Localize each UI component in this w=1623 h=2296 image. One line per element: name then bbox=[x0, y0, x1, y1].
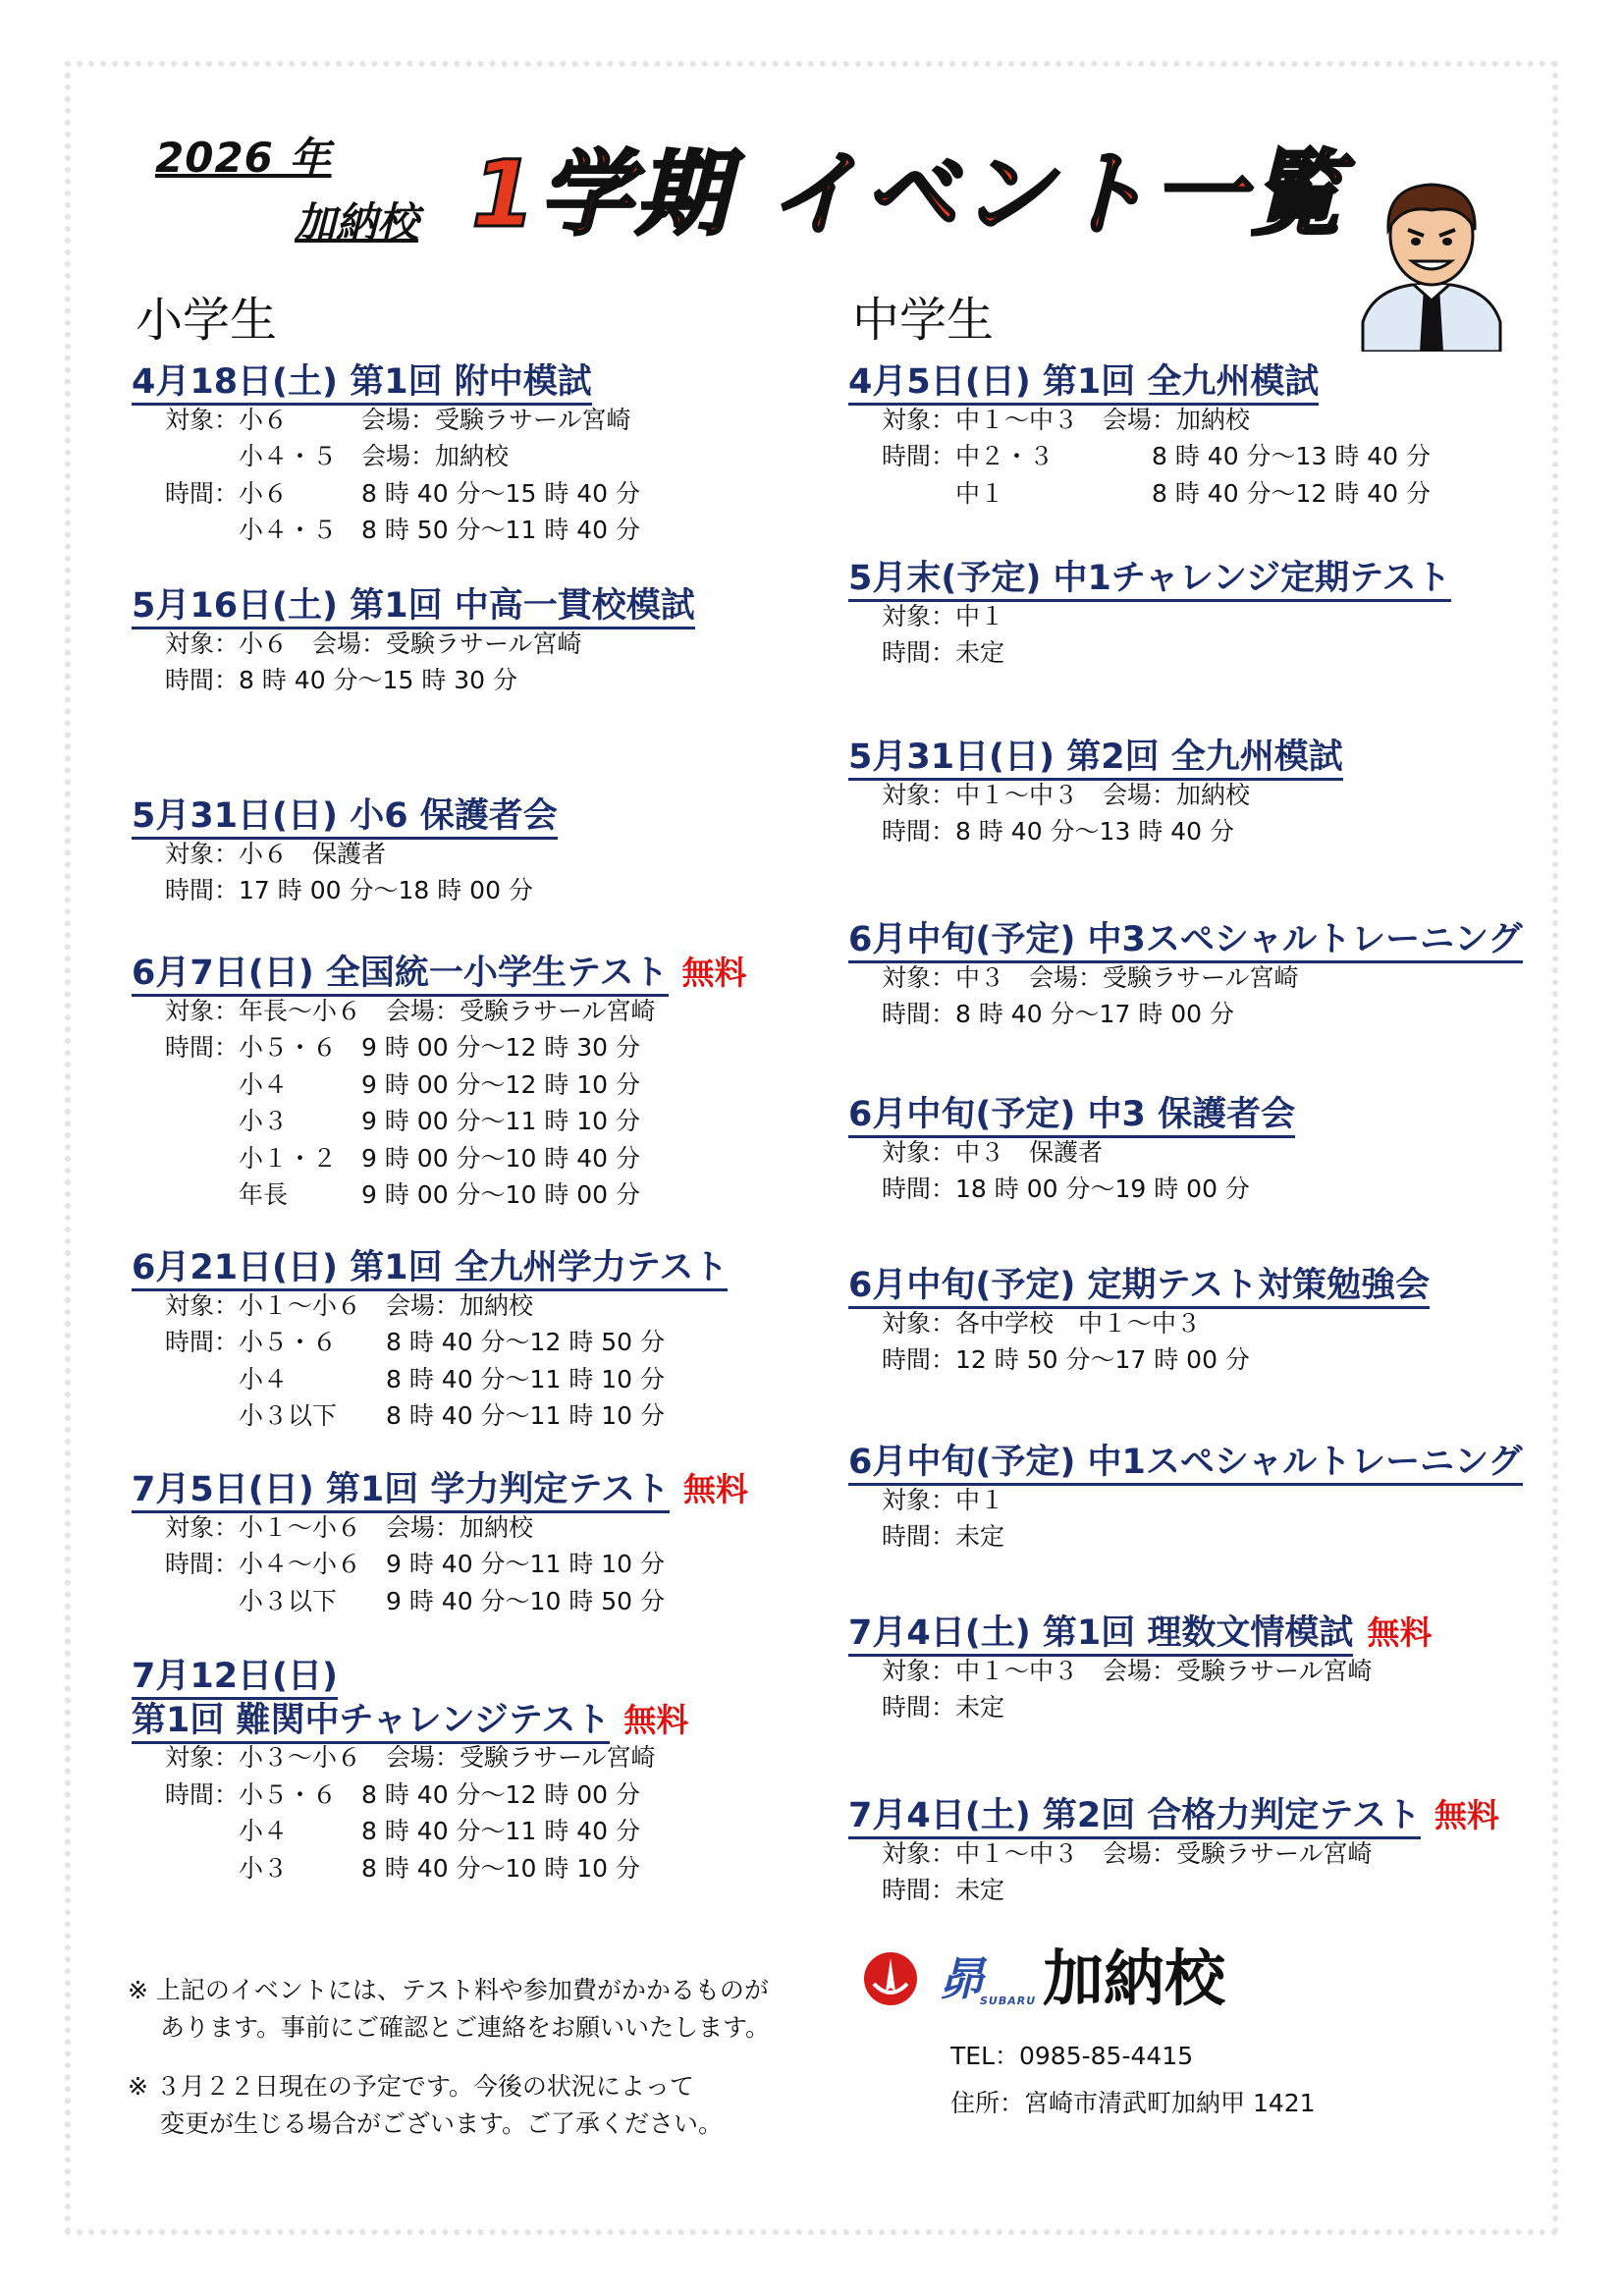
event-title-text: 7月4日(土) 第1回 理数文情模試 bbox=[848, 1613, 1353, 1657]
event-detail-row: 時間：未定 bbox=[882, 1876, 1005, 1904]
event-title-text: 7月12日(日) bbox=[132, 1657, 338, 1700]
event-detail-row: 時間：小４～小６ 9 時 40 分～11 時 10 分 bbox=[165, 1550, 666, 1578]
event-detail-row: 対象：小６ 保護者 bbox=[165, 839, 387, 868]
event-title-text: 6月中旬(予定) 中3スペシャルトレーニング bbox=[848, 920, 1523, 963]
logo-brand bbox=[939, 1952, 1037, 2007]
free-badge: 無料 bbox=[681, 954, 747, 992]
event-detail-row: 時間：8 時 40 分～17 時 00 分 bbox=[882, 1000, 1235, 1028]
notes bbox=[128, 1972, 770, 2164]
event-detail-row: 時間：中２・３ 8 時 40 分～13 時 40 分 bbox=[882, 442, 1432, 470]
event-title-text: 5月16日(土) 第1回 中高一貫校模試 bbox=[132, 586, 695, 629]
event-detail-row: 中１ 8 時 40 分～12 時 40 分 bbox=[882, 478, 1432, 508]
page-title: 1学期 イベント一覧 bbox=[471, 141, 1346, 248]
event-title bbox=[132, 797, 558, 836]
event-block bbox=[848, 1614, 1432, 1726]
event-detail-row: 対象：小６ 会場：受験ラサール宮崎 bbox=[165, 629, 582, 658]
free-badge: 無料 bbox=[623, 1700, 689, 1739]
event-title-text: 6月21日(日) 第1回 全九州学力テスト bbox=[132, 1248, 728, 1291]
school-logo bbox=[864, 1944, 1225, 2013]
year-label: 2026 年 bbox=[155, 134, 332, 182]
elementary-column bbox=[128, 295, 835, 355]
event-detail-row: 時間：未定 bbox=[882, 1522, 1005, 1551]
free-badge: 無料 bbox=[1434, 1796, 1500, 1834]
event-detail-row: 対象：小６ 会場：受験ラサール宮崎 bbox=[165, 405, 631, 434]
event-detail-row: 対象：年長～小６ 会場：受験ラサール宮崎 bbox=[165, 996, 656, 1025]
event-detail-row: 対象：中１～中３ 会場：加納校 bbox=[882, 780, 1251, 809]
logo-school-name: 加納校 bbox=[1043, 1942, 1226, 2014]
event-block bbox=[848, 738, 1343, 850]
event-detail-row: 小４・５ 8 時 50 分～11 時 40 分 bbox=[165, 516, 641, 544]
event-title-text: 6月中旬(予定) 定期テスト対策勉強会 bbox=[848, 1266, 1430, 1309]
free-badge: 無料 bbox=[1367, 1613, 1433, 1652]
event-detail-row: 対象：中３ 保護者 bbox=[882, 1137, 1104, 1167]
event-detail-row: 年長 9 時 00 分～10 時 00 分 bbox=[165, 1180, 641, 1209]
contact-address: 住所：宮崎市清武町加納甲 1421 bbox=[950, 2089, 1316, 2117]
event-detail-row: 小４ 8 時 40 分～11 時 10 分 bbox=[165, 1364, 666, 1394]
event-title bbox=[848, 363, 1431, 402]
event-detail-row: 時間：18 時 00 分～19 時 00 分 bbox=[882, 1175, 1250, 1203]
event-title bbox=[848, 1444, 1523, 1482]
event-detail-row: 対象：中１ bbox=[882, 601, 1005, 630]
event-title-text: 4月18日(土) 第1回 附中模試 bbox=[132, 362, 592, 406]
event-title-text: 7月5日(日) 第1回 学力判定テスト bbox=[132, 1470, 670, 1513]
event-detail-row: 対象：中１～中３ 会場：受験ラサール宮崎 bbox=[882, 1656, 1373, 1685]
event-detail-row: 時間：小６ 8 時 40 分～15 時 40 分 bbox=[165, 478, 641, 508]
event-detail-row: 対象：小１～小６ 会場：加納校 bbox=[165, 1512, 534, 1542]
event-block bbox=[132, 587, 695, 699]
event-title-text: 5月31日(日) 第2回 全九州模試 bbox=[848, 738, 1343, 781]
event-title bbox=[848, 1614, 1432, 1653]
event-title-text: 6月中旬(予定) 中3 保護者会 bbox=[848, 1095, 1295, 1138]
event-detail-row: 小３以下 9 時 40 分～10 時 50 分 bbox=[165, 1586, 666, 1615]
note-schedule: ※ ３月２２日現在の予定です。今後の状況によって 変更が生じる場合がございます。ご了承ください。 bbox=[128, 2072, 723, 2138]
logo-mark-icon bbox=[864, 1952, 917, 2005]
logo-brand-sub: SUBARU bbox=[980, 1995, 1037, 2007]
event-title bbox=[848, 738, 1343, 777]
event-detail-row: 小１・２ 9 時 00 分～10 時 40 分 bbox=[165, 1143, 641, 1173]
event-detail-row: 小３以下 8 時 40 分～11 時 10 分 bbox=[165, 1401, 666, 1430]
event-detail-row: 対象：中１～中３ 会場：加納校 bbox=[882, 405, 1251, 434]
event-block bbox=[848, 1797, 1499, 1909]
event-detail-row: 時間：8 時 40 分～15 時 30 分 bbox=[165, 666, 518, 694]
free-badge: 無料 bbox=[683, 1470, 749, 1508]
event-title bbox=[132, 955, 747, 993]
event-block bbox=[132, 1658, 688, 1886]
event-detail-row: 小４・５ 会場：加納校 bbox=[165, 442, 510, 470]
event-detail-row: 小３ 9 時 00 分～11 時 10 分 bbox=[165, 1107, 641, 1135]
event-title-text: 6月中旬(予定) 中1スペシャルトレーニング bbox=[848, 1443, 1523, 1486]
contact-info bbox=[950, 2033, 1316, 2127]
event-title bbox=[132, 1249, 728, 1287]
event-detail-row: 小４ 9 時 00 分～12 時 10 分 bbox=[165, 1069, 641, 1099]
event-block bbox=[132, 1249, 728, 1435]
event-detail-row: 時間：小５・６ 9 時 00 分～12 時 30 分 bbox=[165, 1033, 641, 1062]
event-detail-row: 時間：未定 bbox=[882, 638, 1005, 667]
event-detail-row: 対象：小１～小６ 会場：加納校 bbox=[165, 1290, 534, 1320]
event-title bbox=[848, 560, 1451, 598]
junior-column bbox=[844, 295, 1532, 355]
contact-tel: TEL：0985-85-4415 bbox=[950, 2042, 1194, 2070]
event-block bbox=[848, 921, 1523, 1033]
event-title bbox=[132, 1471, 748, 1509]
event-title-text: 5月31日(日) 小6 保護者会 bbox=[132, 796, 558, 840]
event-detail-row: 小４ 8 時 40 分～11 時 40 分 bbox=[165, 1817, 641, 1845]
event-block bbox=[848, 1267, 1430, 1379]
event-detail-row: 対象：中３ 会場：受験ラサール宮崎 bbox=[882, 962, 1299, 992]
event-title bbox=[132, 363, 640, 402]
event-title bbox=[848, 1267, 1430, 1305]
event-title-text: 7月4日(土) 第2回 合格力判定テスト bbox=[848, 1796, 1421, 1839]
event-detail-row: 時間：17 時 00 分～18 時 00 分 bbox=[165, 876, 533, 904]
event-detail-row: 時間：未定 bbox=[882, 1693, 1005, 1722]
logo-brand-text: 昴 bbox=[939, 1952, 984, 2005]
event-detail-row: 時間：小５・６ 8 時 40 分～12 時 00 分 bbox=[165, 1779, 641, 1809]
event-block bbox=[132, 797, 558, 909]
elementary-heading: 小学生 bbox=[135, 293, 278, 348]
event-detail-row: 対象：中１～中３ 会場：受験ラサール宮崎 bbox=[882, 1838, 1373, 1868]
event-title bbox=[132, 587, 695, 626]
event-detail-row: 時間：12 時 50 分～17 時 00 分 bbox=[882, 1345, 1250, 1374]
event-detail-row: 時間：小５・６ 8 時 40 分～12 時 50 分 bbox=[165, 1328, 666, 1356]
event-title bbox=[848, 1797, 1499, 1835]
event-title bbox=[848, 1096, 1295, 1134]
event-title-text: 6月7日(日) 全国統一小学生テスト bbox=[132, 954, 669, 997]
event-block bbox=[848, 363, 1431, 512]
event-detail-row: 時間：8 時 40 分～13 時 40 分 bbox=[882, 817, 1235, 846]
event-block bbox=[132, 363, 640, 549]
note-fees: ※ 上記のイベントには、テスト料や参加費がかかるものが あります。事前にご確認とご連絡をお願いいたします。 bbox=[128, 1976, 770, 2042]
event-title bbox=[132, 1658, 688, 1696]
event-title bbox=[848, 921, 1523, 959]
event-block bbox=[132, 955, 747, 1214]
event-title-text: 第1回 難関中チャレンジテスト bbox=[132, 1701, 610, 1744]
event-block bbox=[848, 1444, 1523, 1556]
school-label: 加納校 bbox=[295, 198, 419, 246]
event-title-line2 bbox=[132, 1702, 688, 1740]
event-detail-row: 対象：小３～小６ 会場：受験ラサール宮崎 bbox=[165, 1743, 656, 1772]
junior-heading: 中学生 bbox=[852, 293, 995, 348]
event-title-text: 5月末(予定) 中1チャレンジ定期テスト bbox=[848, 559, 1451, 602]
event-detail-row: 対象：中１ bbox=[882, 1485, 1005, 1514]
event-block bbox=[848, 1096, 1295, 1208]
event-title-text: 4月5日(日) 第1回 全九州模試 bbox=[848, 362, 1319, 406]
event-block bbox=[132, 1471, 748, 1619]
event-detail-row: 小３ 8 時 40 分～10 時 10 分 bbox=[165, 1853, 641, 1883]
event-detail-row: 対象：各中学校 中１～中３ bbox=[882, 1308, 1202, 1338]
event-block bbox=[848, 560, 1451, 672]
